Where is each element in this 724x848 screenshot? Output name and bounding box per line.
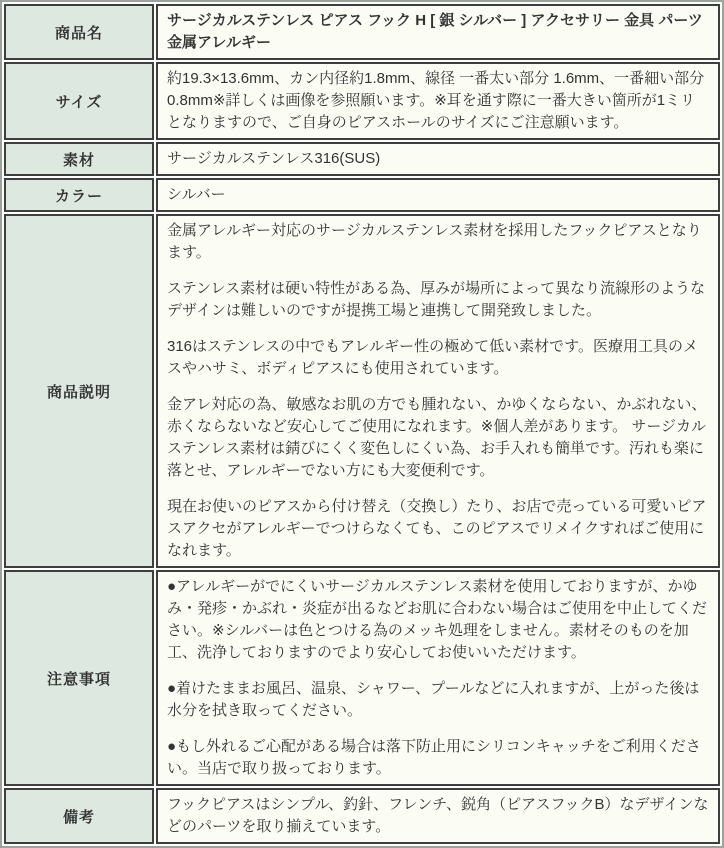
table-row-product-name — [4, 4, 720, 60]
description-paragraph: 316はステンレスの中でもアレルギー性の極めて低い素材です。医療用工具のメスやハサミ、ボディピアスにも使用されています。 — [167, 338, 698, 377]
row-value-remarks: フックピアスはシンプル、釣針、フレンチ、鋭角（ピアスフックB）なデザインなどのパーツを取り揃えています。 — [156, 788, 720, 844]
table-row-size — [4, 62, 720, 140]
table-row-material — [4, 142, 720, 176]
row-value-cautions — [156, 570, 720, 786]
row-label-color: カラー — [4, 178, 154, 212]
table-row-description — [4, 214, 720, 568]
description-paragraph: 金属アレルギー対応のサージカルステンレス素材を採用したフックピアスとなります。 — [167, 222, 702, 261]
row-value-material: サージカルステンレス316(SUS) — [156, 142, 720, 176]
row-label-material: 素材 — [4, 142, 154, 176]
row-label-remarks: 備考 — [4, 788, 154, 844]
row-label-cautions: 注意事項 — [4, 570, 154, 786]
table-row-remarks — [4, 788, 720, 844]
caution-paragraph: ●もし外れるご心配がある場合は落下防止用にシリコンキャッチをご利用ください。当店で取り扱っております。 — [167, 738, 701, 777]
row-value-color: シルバー — [156, 178, 720, 212]
caution-paragraph: ●アレルギーがでにくいサージカルステンレス素材を使用しておりますが、かゆみ・発疹・かぶれ・炎症が出るなどお肌に合わない場合はご使用を中止してください。※シルバーは色とつける為のメッキ処理をしません。素材そのものを加工、洗浄しておりますのでより安心してお使いいただけます。 — [167, 578, 708, 661]
row-label-product-name: 商品名 — [4, 4, 154, 60]
description-paragraph: ステンレス素材は硬い特性がある為、厚みが場所によって異なり流線形のようなデザインは難しいのですが提携工場と連携して開発致しました。 — [167, 280, 706, 319]
row-value-description — [156, 214, 720, 568]
row-label-size: サイズ — [4, 62, 154, 140]
row-value-size: 約19.3×13.6mm、カン内径約1.8mm、線径 一番太い部分 1.6mm、一番細い部分 0.8mm※詳しくは画像を参照願います。※耳を通す際に一番大きい箇所が1ミリとなりますので、ご自身のピアスホールのサイズにご注意願います。 — [156, 62, 720, 140]
row-label-description: 商品説明 — [4, 214, 154, 568]
row-value-product-name: サージカルステンレス ピアス フック H [ 銀 シルバー ] アクセサリー 金具 パーツ 金属アレルギー — [156, 4, 720, 60]
description-paragraph: 現在お使いのピアスから付け替え（交換し）たり、お店で売っている可愛いピアスアクセがアレルギーでつけらなくても、このピアスでリメイクすればご使用になれます。 — [167, 498, 707, 559]
table-row-cautions — [4, 570, 720, 786]
caution-paragraph: ●着けたままお風呂、温泉、シャワー、プールなどに入れますが、上がった後は水分を拭き取ってください。 — [167, 680, 700, 719]
description-paragraph: 金アレ対応の為、敏感なお肌の方でも腫れない、かゆくならない、かぶれない、赤くならないなど安心してご使用になれます。※個人差があります。 サージカルステンレス素材は錆びにくく変色しにくい為、お手入れも簡単です。汚れも楽に落とせ、アレルギーでない方にも大変便利です。 — [167, 396, 707, 479]
table-row-color — [4, 178, 720, 212]
